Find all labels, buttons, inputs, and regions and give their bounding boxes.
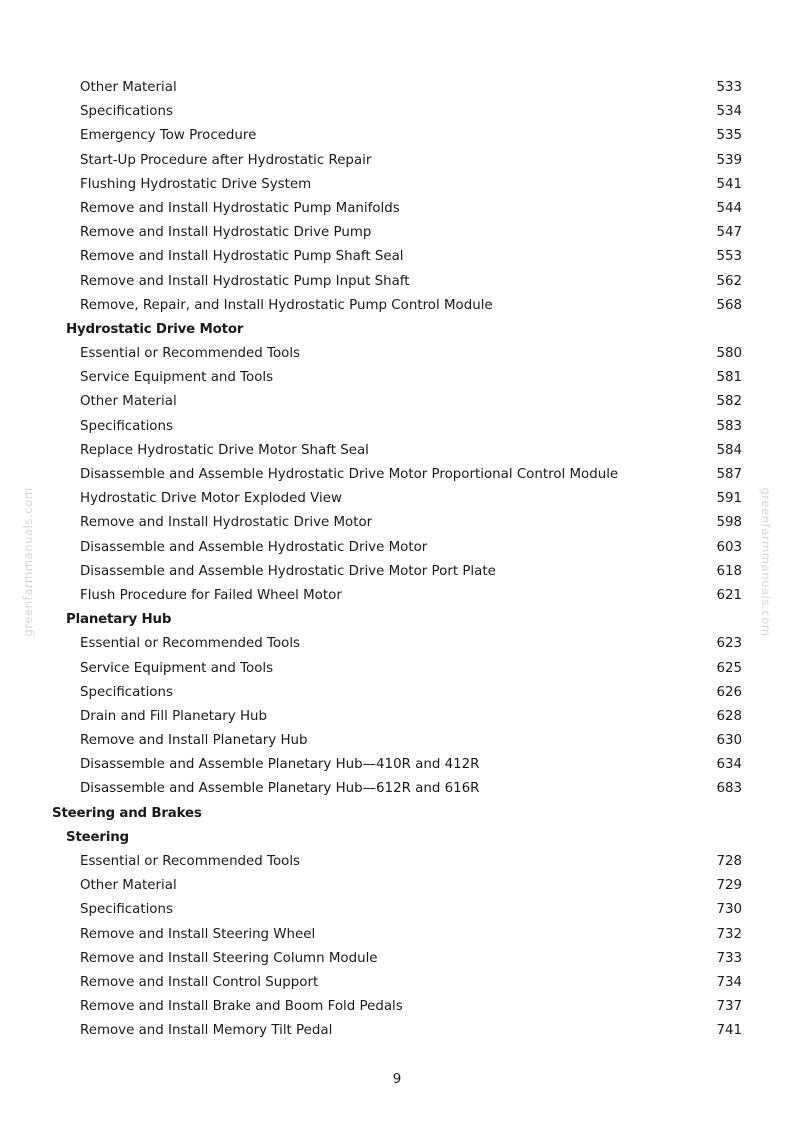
toc-entry-page: 584	[716, 442, 742, 458]
page-number: 9	[392, 1072, 402, 1087]
toc-entry-title: Service Equipment and Tools	[80, 370, 274, 386]
toc-entry[interactable]	[0, 657, 794, 681]
toc-section-title: Hydrostatic Drive Motor	[66, 321, 244, 337]
toc-entry-title: Flush Procedure for Failed Wheel Motor	[80, 587, 342, 603]
table-of-contents	[0, 76, 794, 1044]
toc-entry[interactable]	[0, 487, 794, 511]
toc-section-title: Planetary Hub	[66, 612, 172, 628]
toc-entry[interactable]	[0, 511, 794, 535]
toc-entry-page: 562	[716, 273, 742, 289]
toc-entry-title: Specifications	[80, 902, 173, 918]
toc-entry-page: 733	[716, 950, 742, 966]
toc-entry[interactable]	[0, 463, 794, 487]
toc-entry-page: 623	[716, 636, 742, 652]
toc-entry[interactable]	[0, 439, 794, 463]
toc-entry-title: Disassemble and Assemble Planetary Hub—410R and 412R	[80, 757, 480, 773]
toc-entry[interactable]	[0, 245, 794, 269]
toc-section-title: Steering	[66, 829, 129, 845]
toc-entry[interactable]	[0, 729, 794, 753]
toc-entry-title: Service Equipment and Tools	[80, 660, 274, 676]
toc-entry-page: 634	[716, 757, 742, 773]
toc-entry-page: 580	[716, 346, 742, 362]
toc-entry-title: Remove and Install Hydrostatic Drive Pump	[80, 225, 372, 241]
toc-entry-title: Emergency Tow Procedure	[80, 128, 257, 144]
toc-entry-title: Specifications	[80, 684, 173, 700]
toc-entry-page: 630	[716, 733, 742, 749]
toc-entry-page: 626	[716, 684, 742, 700]
toc-entry-title: Remove and Install Hydrostatic Pump Input Shaft	[80, 273, 410, 289]
toc-entry-page: 730	[716, 902, 742, 918]
toc-entry[interactable]	[0, 584, 794, 608]
toc-entry-title: Other Material	[80, 80, 177, 95]
toc-entry[interactable]	[0, 1019, 794, 1043]
toc-entry-page: 732	[716, 926, 742, 942]
toc-entry-title: Remove and Install Hydrostatic Pump Shaft Seal	[80, 249, 404, 265]
toc-entry-page: 625	[716, 660, 742, 676]
toc-entry-page: 587	[716, 467, 742, 482]
toc-entry[interactable]	[0, 632, 794, 656]
toc-entry-title: Remove and Install Memory Tilt Pedal	[80, 1023, 333, 1039]
toc-entry-title: Disassemble and Assemble Hydrostatic Drive Motor Port Plate	[80, 563, 496, 579]
toc-entry[interactable]	[0, 705, 794, 729]
toc-section-heading	[0, 318, 794, 342]
toc-entry-page: 734	[716, 974, 742, 990]
toc-entry[interactable]	[0, 100, 794, 124]
toc-entry-title: Other Material	[80, 878, 177, 894]
toc-entry-page: 628	[716, 708, 742, 724]
watermark-right: greenfarmmanuals.com	[759, 487, 773, 637]
toc-entry[interactable]	[0, 366, 794, 390]
toc-entry-page: 621	[716, 587, 742, 603]
toc-entry[interactable]	[0, 149, 794, 173]
toc-entry-title: Remove and Install Steering Wheel	[80, 926, 316, 942]
toc-entry[interactable]	[0, 995, 794, 1019]
toc-entry-title: Drain and Fill Planetary Hub	[80, 708, 268, 724]
toc-entry[interactable]	[0, 947, 794, 971]
toc-entry[interactable]	[0, 173, 794, 197]
toc-entry-page: 583	[716, 418, 742, 434]
toc-entry-page: 729	[716, 878, 742, 894]
toc-section-heading	[0, 826, 794, 850]
toc-entry-title: Specifications	[80, 104, 173, 120]
watermark-left: greenfarmmanuals.com	[21, 487, 35, 637]
toc-entry[interactable]	[0, 536, 794, 560]
toc-section-heading	[0, 802, 794, 826]
toc-entry-title: Hydrostatic Drive Motor Exploded View	[80, 491, 342, 507]
toc-entry-page: 553	[716, 249, 742, 265]
toc-section-title: Steering and Brakes	[52, 805, 202, 821]
toc-entry-title: Disassemble and Assemble Planetary Hub—612R and 616R	[80, 781, 480, 797]
toc-entry-title: Remove and Install Planetary Hub	[80, 733, 308, 749]
toc-entry-title: Remove and Install Control Support	[80, 974, 319, 990]
toc-entry-title: Disassemble and Assemble Hydrostatic Drive Motor	[80, 539, 428, 555]
toc-entry-page: 683	[716, 781, 742, 797]
toc-entry[interactable]	[0, 342, 794, 366]
toc-entry-title: Remove and Install Steering Column Module	[80, 950, 378, 966]
toc-entry-title: Essential or Recommended Tools	[80, 346, 301, 362]
toc-entry-title: Essential or Recommended Tools	[80, 854, 301, 869]
toc-entry[interactable]	[0, 294, 794, 318]
toc-entry-title: Replace Hydrostatic Drive Motor Shaft Seal	[80, 442, 369, 458]
toc-entry[interactable]	[0, 898, 794, 922]
toc-entry-page: 541	[716, 176, 742, 192]
toc-entry-page: 539	[716, 152, 742, 168]
toc-entry-title: Specifications	[80, 418, 173, 434]
toc-entry-page: 598	[716, 515, 742, 531]
toc-entry-page: 618	[716, 563, 742, 579]
toc-entry-page: 741	[716, 1023, 742, 1039]
toc-entry[interactable]	[0, 197, 794, 221]
toc-entry-page: 568	[716, 297, 742, 313]
toc-entry[interactable]	[0, 874, 794, 898]
toc-entry-page: 533	[716, 80, 742, 95]
toc-entry[interactable]	[0, 124, 794, 148]
toc-entry[interactable]	[0, 681, 794, 705]
toc-entry-page: 603	[716, 539, 742, 555]
toc-entry-page: 547	[716, 225, 742, 241]
toc-entry[interactable]	[0, 753, 794, 777]
toc-entry-title: Disassemble and Assemble Hydrostatic Drive Motor Proportional Control Module	[80, 467, 619, 482]
toc-entry-page: 535	[716, 128, 742, 144]
toc-entry-page: 581	[716, 370, 742, 386]
toc-entry-page: 544	[716, 200, 742, 216]
toc-entry-page: 534	[716, 104, 742, 120]
toc-entry-title: Other Material	[80, 394, 177, 410]
toc-entry[interactable]	[0, 415, 794, 439]
toc-entry-title: Remove and Install Hydrostatic Drive Motor	[80, 515, 373, 531]
toc-entry-title: Remove and Install Hydrostatic Pump Manifolds	[80, 200, 400, 216]
toc-entry-page: 728	[716, 854, 742, 869]
toc-entry-title: Start-Up Procedure after Hydrostatic Repair	[80, 152, 372, 168]
toc-entry[interactable]	[0, 221, 794, 245]
toc-entry-page: 591	[716, 491, 742, 507]
toc-entry-title: Remove, Repair, and Install Hydrostatic Pump Control Module	[80, 297, 493, 313]
toc-entry[interactable]	[0, 76, 794, 100]
toc-entry[interactable]	[0, 850, 794, 874]
toc-entry[interactable]	[0, 923, 794, 947]
toc-entry[interactable]	[0, 270, 794, 294]
toc-entry-title: Remove and Install Brake and Boom Fold Pedals	[80, 999, 403, 1015]
toc-entry-title: Essential or Recommended Tools	[80, 636, 301, 652]
toc-entry[interactable]	[0, 390, 794, 414]
toc-entry-page: 582	[716, 394, 742, 410]
toc-entry-title: Flushing Hydrostatic Drive System	[80, 176, 312, 192]
toc-entry[interactable]	[0, 560, 794, 584]
toc-section-heading	[0, 608, 794, 632]
toc-entry-page: 737	[716, 999, 742, 1015]
toc-entry[interactable]	[0, 971, 794, 995]
toc-entry[interactable]	[0, 777, 794, 801]
